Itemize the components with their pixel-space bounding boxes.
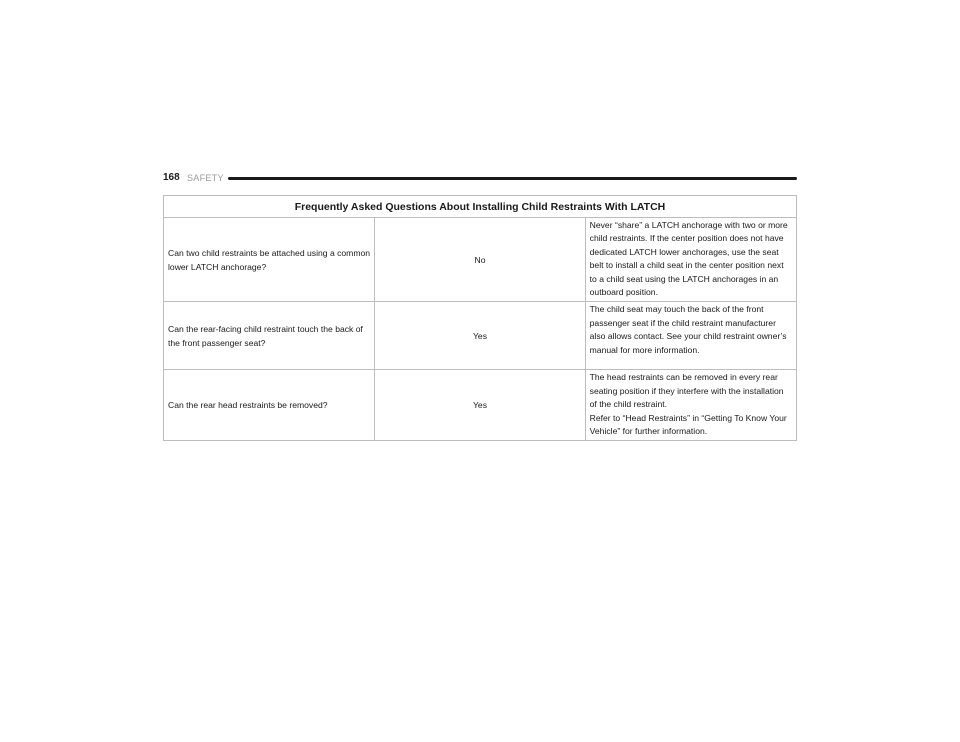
table-title: Frequently Asked Questions About Installing Child Restraints With LATCH	[164, 196, 797, 218]
details-text: The head restraints can be removed in every rear seating position if they interfere with the installation of the child restraint.	[589, 372, 784, 410]
details-text: Never “share” a LATCH anchorage with two or more child restraints. If the center position does not have dedicated LATCH lower anchorages, use the seat belt to install a child seat in the center position next to a child seat using the LATCH anchorages in an outboard position.	[589, 220, 788, 298]
section-name: SAFETY	[187, 173, 224, 183]
question-cell: Can the rear head restraints be removed?	[164, 370, 375, 441]
table-row	[164, 218, 797, 302]
question-cell: Can two child restraints be attached using a common lower LATCH anchorage?	[164, 218, 375, 302]
page-header	[163, 171, 797, 185]
table-row	[164, 370, 797, 441]
answer-cell: No	[375, 218, 585, 302]
details-cell	[585, 218, 796, 302]
details-text: The child seat may touch the back of the front passenger seat if the child restraint manufacturer also allows contact. See your child restraint owner’s manual for more information.	[589, 304, 787, 355]
question-cell: Can the rear-facing child restraint touch the back of the front passenger seat?	[164, 302, 375, 370]
page-number: 168	[163, 172, 180, 183]
header-rule	[228, 177, 797, 180]
details-cell	[585, 370, 796, 441]
details-cell	[585, 302, 796, 370]
answer-cell: Yes	[375, 370, 585, 441]
faq-table	[163, 195, 797, 441]
answer-cell: Yes	[375, 302, 585, 370]
table-row	[164, 302, 797, 370]
details-text: Refer to “Head Restraints” in “Getting To Know Your Vehicle” for further information.	[589, 412, 787, 437]
